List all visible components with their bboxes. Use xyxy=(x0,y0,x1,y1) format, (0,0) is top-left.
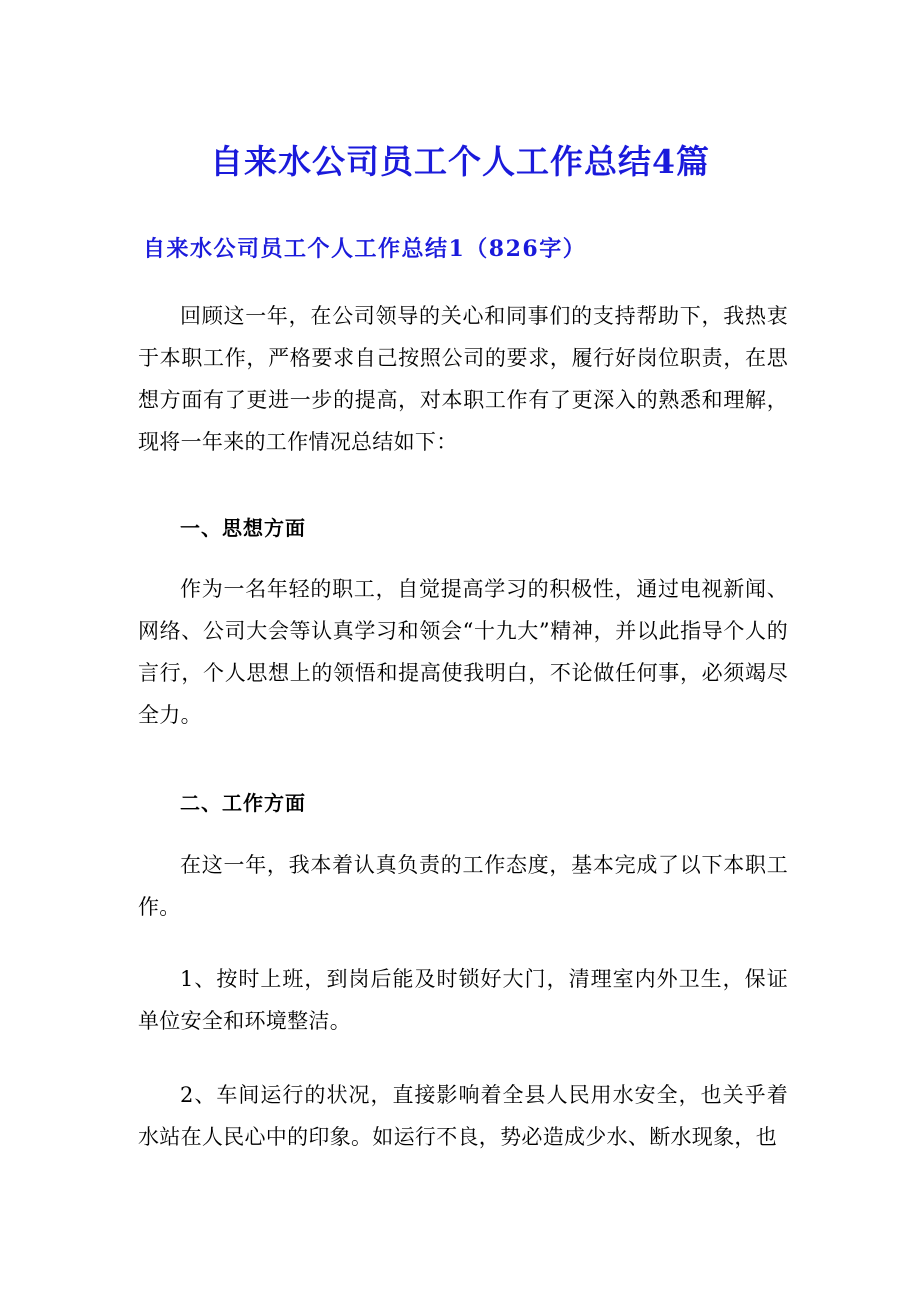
work-intro-paragraph: 在这一年，我本着认真负责的工作态度，基本完成了以下本职工作。 xyxy=(138,853,788,919)
section-title: 自来水公司员工个人工作总结1（826字） xyxy=(143,236,587,262)
intro-paragraph: 回顾这一年，在公司领导的关心和同事们的支持帮助下，我热衷于本职工作，严格要求自己按照公司的要求，履行好岗位职责，在思想方面有了更进一步的提高，对本职工作有了更深入的熟悉和理解，现将一年来的工作情况总结如下： xyxy=(138,304,788,454)
work-item-1: 1、按时上班，到岗后能及时锁好大门，清理室内外卫生，保证单位安全和环境整洁。 xyxy=(138,967,788,1033)
thought-paragraph: 作为一名年轻的职工，自觉提高学习的积极性，通过电视新闻、网络、公司大会等认真学习和领会“十九大”精神，并以此指导个人的言行，个人思想上的领悟和提高使我明白，不论做任何事，必须竭尽全力。 xyxy=(138,577,788,727)
heading-thought: 一、思想方面 xyxy=(180,516,306,540)
document-title: 自来水公司员工个人工作总结4篇 xyxy=(210,142,710,181)
work-item-2: 2、车间运行的状况，直接影响着全县人民用水安全，也关乎着水站在人民心中的印象。如运行不良，势必造成少水、断水现象，也 xyxy=(138,1083,788,1149)
heading-work: 二、工作方面 xyxy=(180,791,306,815)
